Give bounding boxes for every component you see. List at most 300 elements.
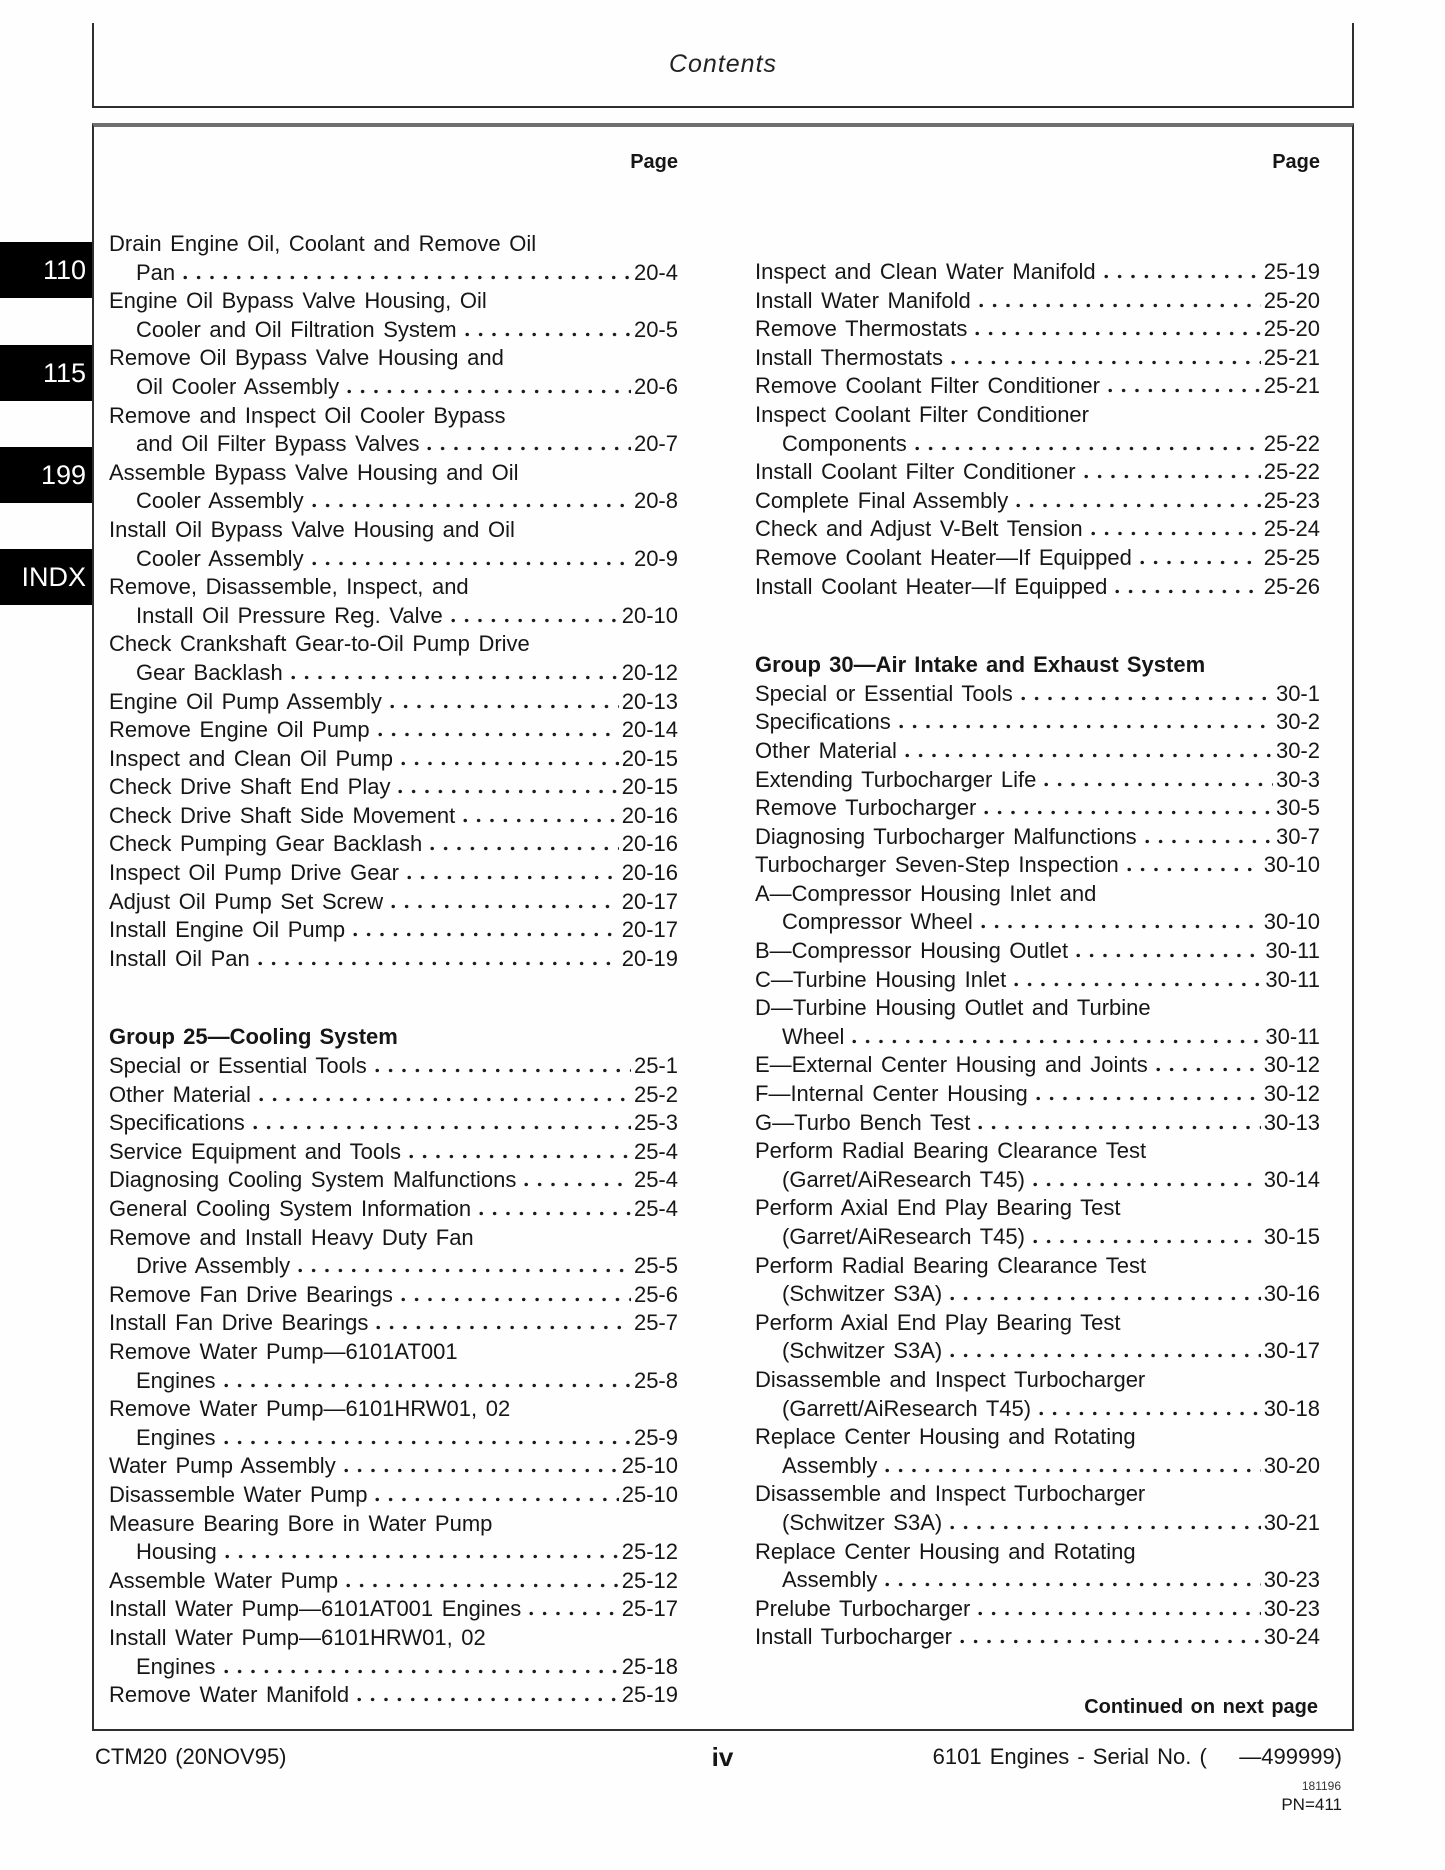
toc-item bbox=[755, 344, 1320, 373]
toc-entry-text: Install Engine Oil Pump bbox=[109, 917, 346, 943]
toc-line bbox=[755, 1423, 1320, 1452]
footer-manual-code: CTM20 (20NOV95) bbox=[95, 1744, 287, 1769]
toc-line bbox=[755, 823, 1320, 852]
page-number: 25-12 bbox=[621, 1567, 678, 1593]
dot-leader bbox=[1108, 384, 1261, 393]
toc-line bbox=[755, 344, 1320, 373]
toc-item bbox=[755, 1595, 1320, 1624]
page-number: 20-8 bbox=[633, 488, 678, 514]
toc-entry-text: Inspect and Clean Oil Pump bbox=[109, 745, 393, 771]
dot-leader bbox=[357, 1693, 619, 1702]
toc-entry-text: Service Equipment and Tools bbox=[109, 1138, 402, 1164]
page-number: 30-21 bbox=[1263, 1509, 1320, 1535]
toc-entry-text: Remove and Inspect Oil Cooler Bypass bbox=[109, 402, 506, 428]
toc-line bbox=[755, 708, 1320, 737]
page-number: 25-22 bbox=[1263, 459, 1320, 485]
dot-leader bbox=[1036, 1092, 1261, 1101]
toc-line bbox=[109, 1109, 678, 1138]
toc-line bbox=[109, 287, 678, 316]
page-number: 25-9 bbox=[633, 1424, 678, 1450]
page-number: 30-23 bbox=[1263, 1567, 1320, 1593]
toc-line bbox=[755, 680, 1320, 709]
toc-item bbox=[109, 1309, 678, 1338]
toc-item bbox=[755, 1080, 1320, 1109]
dot-leader bbox=[291, 671, 619, 680]
toc-item bbox=[755, 851, 1320, 880]
dot-leader bbox=[950, 1521, 1261, 1530]
page-column-header-left: Page bbox=[630, 151, 678, 173]
page-number: 20-4 bbox=[633, 259, 678, 285]
page-number: 30-23 bbox=[1263, 1595, 1320, 1621]
continued-note: Continued on next page bbox=[1084, 1696, 1318, 1718]
dot-leader bbox=[378, 728, 619, 737]
toc-item bbox=[755, 794, 1320, 823]
toc-item bbox=[755, 458, 1320, 487]
toc-line bbox=[109, 830, 678, 859]
edge-tab-115: 115 bbox=[0, 345, 93, 401]
toc-entry-text: Engine Oil Bypass Valve Housing, Oil bbox=[109, 288, 487, 314]
dot-leader bbox=[451, 614, 619, 623]
edge-tab-199: 199 bbox=[0, 447, 93, 503]
toc-item bbox=[109, 1109, 678, 1138]
toc-line bbox=[755, 573, 1320, 602]
page-number: 20-16 bbox=[621, 831, 678, 857]
toc-item bbox=[755, 737, 1320, 766]
dot-leader bbox=[253, 1121, 631, 1130]
page-number: 25-19 bbox=[621, 1682, 678, 1708]
toc-entry-text: Perform Radial Bearing Clearance Test bbox=[755, 1252, 1147, 1278]
toc-item bbox=[109, 859, 678, 888]
toc-item bbox=[755, 544, 1320, 573]
toc-item bbox=[109, 1481, 678, 1510]
toc-entry-text: Diagnosing Turbocharger Malfunctions bbox=[755, 823, 1137, 849]
toc-line bbox=[755, 1337, 1320, 1366]
toc-item bbox=[755, 1109, 1320, 1138]
page-number: 20-16 bbox=[621, 860, 678, 886]
toc-entry-text: Check Drive Shaft End Play bbox=[109, 774, 391, 800]
toc-item bbox=[755, 1252, 1320, 1309]
page-number: 30-10 bbox=[1263, 909, 1320, 935]
toc-line bbox=[109, 259, 678, 288]
toc-line bbox=[109, 1481, 678, 1510]
page-number: 25-5 bbox=[633, 1253, 678, 1279]
page-number: 20-5 bbox=[633, 316, 678, 342]
dot-leader bbox=[524, 1178, 631, 1187]
dot-leader bbox=[885, 1578, 1260, 1587]
dot-leader bbox=[1014, 978, 1262, 987]
toc-line bbox=[109, 773, 678, 802]
toc-entry-text: Install Oil Pressure Reg. Valve bbox=[136, 602, 443, 628]
dot-leader bbox=[298, 1264, 631, 1273]
dot-leader bbox=[344, 1464, 619, 1473]
toc-entry-text: (Garret/AiResearch T45) bbox=[782, 1166, 1025, 1192]
dot-leader bbox=[391, 900, 619, 909]
dot-leader bbox=[376, 1321, 631, 1330]
dot-leader bbox=[401, 757, 619, 766]
dot-leader bbox=[465, 328, 631, 337]
page-number: 25-25 bbox=[1263, 544, 1320, 570]
toc-line bbox=[755, 372, 1320, 401]
toc-item bbox=[109, 516, 678, 573]
toc-entry-text: Drain Engine Oil, Coolant and Remove Oil bbox=[109, 231, 537, 256]
toc-line bbox=[109, 402, 678, 431]
toc-entry-text: Diagnosing Cooling System Malfunctions bbox=[109, 1167, 517, 1193]
toc-item bbox=[109, 459, 678, 516]
toc-line bbox=[755, 1194, 1320, 1223]
toc-item bbox=[755, 401, 1320, 458]
dot-leader bbox=[1140, 556, 1261, 565]
toc-entry-text: Disassemble and Inspect Turbocharger bbox=[755, 1481, 1146, 1507]
toc-line bbox=[109, 545, 678, 574]
toc-entry-text: Adjust Oil Pump Set Screw bbox=[109, 888, 384, 914]
page-number: 30-10 bbox=[1263, 852, 1320, 878]
page-number: 30-16 bbox=[1263, 1281, 1320, 1307]
footer-serial-range: 6101 Engines - Serial No. ( —499999) bbox=[932, 1744, 1342, 1769]
page-number: 25-26 bbox=[1263, 573, 1320, 599]
toc-item bbox=[109, 1567, 678, 1596]
dot-leader bbox=[1115, 585, 1260, 594]
page-number: 25-7 bbox=[633, 1310, 678, 1336]
page-number: 20-13 bbox=[621, 688, 678, 714]
dot-leader bbox=[905, 749, 1273, 758]
toc-item bbox=[109, 1452, 678, 1481]
page-number: 25-2 bbox=[633, 1081, 678, 1107]
page-number: 25-10 bbox=[621, 1453, 678, 1479]
toc-entry-text: Install Fan Drive Bearings bbox=[109, 1310, 369, 1336]
toc-item bbox=[755, 372, 1320, 401]
toc-item bbox=[109, 344, 678, 401]
toc-line bbox=[755, 1566, 1320, 1595]
toc-entry-text: Engine Oil Pump Assembly bbox=[109, 688, 382, 714]
toc-box bbox=[92, 123, 1354, 1731]
toc-item bbox=[755, 487, 1320, 516]
toc-line bbox=[755, 1452, 1320, 1481]
toc-entry-text: Remove Engine Oil Pump bbox=[109, 717, 370, 743]
toc-line bbox=[755, 458, 1320, 487]
toc-entry-text: Remove Water Pump—6101AT001 bbox=[109, 1338, 458, 1364]
toc-entry-text: Gear Backlash bbox=[136, 659, 283, 685]
page-number: 30-12 bbox=[1263, 1052, 1320, 1078]
toc-item bbox=[109, 1281, 678, 1310]
toc-item bbox=[755, 823, 1320, 852]
toc-item bbox=[109, 1052, 678, 1081]
footer-print-number: 181196 bbox=[1301, 1779, 1341, 1793]
page-number: 20-6 bbox=[633, 373, 678, 399]
toc-line bbox=[755, 737, 1320, 766]
toc-entry-text: Remove Water Pump—6101HRW01, 02 bbox=[109, 1396, 511, 1422]
toc-entry-text: Install Oil Bypass Valve Housing and Oil bbox=[109, 516, 515, 542]
page-number: 30-18 bbox=[1263, 1395, 1320, 1421]
toc-line bbox=[755, 1480, 1320, 1509]
dot-leader bbox=[1104, 270, 1261, 279]
toc-entry-text: Replace Center Housing and Rotating bbox=[755, 1538, 1136, 1564]
dot-leader bbox=[960, 1635, 1261, 1644]
toc-entry-text: Remove Coolant Heater—If Equipped bbox=[755, 544, 1132, 570]
page-number: 25-21 bbox=[1263, 373, 1320, 399]
toc-line bbox=[109, 487, 678, 516]
page-number: 25-18 bbox=[621, 1653, 678, 1679]
edge-tab-indx: INDX bbox=[0, 549, 93, 605]
dot-leader bbox=[852, 1035, 1262, 1044]
page-number: 30-5 bbox=[1275, 795, 1320, 821]
toc-entry-text: Specifications bbox=[109, 1110, 245, 1136]
dot-leader bbox=[978, 1121, 1260, 1130]
dot-leader bbox=[479, 1207, 631, 1216]
toc-line bbox=[755, 1280, 1320, 1309]
dot-leader bbox=[984, 806, 1273, 815]
toc-line bbox=[755, 1309, 1320, 1338]
dot-leader bbox=[1091, 527, 1261, 536]
toc-line bbox=[109, 430, 678, 459]
toc-entry-text: Install Water Pump—6101AT001 Engines bbox=[109, 1596, 522, 1622]
toc-item bbox=[755, 315, 1320, 344]
toc-line bbox=[109, 945, 678, 974]
page-number: 25-17 bbox=[621, 1596, 678, 1622]
toc-line bbox=[109, 1510, 678, 1539]
toc-entry-text: Install Water Pump—6101HRW01, 02 bbox=[109, 1624, 486, 1650]
dot-leader bbox=[224, 1665, 619, 1674]
dot-leader bbox=[915, 442, 1261, 451]
dot-leader bbox=[427, 442, 630, 451]
toc-item bbox=[755, 287, 1320, 316]
dot-leader bbox=[401, 1293, 631, 1302]
toc-entry-text: Inspect Coolant Filter Conditioner bbox=[755, 401, 1089, 427]
toc-entries-left bbox=[109, 230, 678, 1710]
toc-item bbox=[109, 573, 678, 630]
toc-line bbox=[109, 1681, 678, 1710]
dot-leader bbox=[224, 1379, 631, 1388]
toc-line bbox=[755, 315, 1320, 344]
toc-line bbox=[755, 1395, 1320, 1424]
toc-item bbox=[109, 287, 678, 344]
toc-line bbox=[755, 937, 1320, 966]
toc-entry-text: D—Turbine Housing Outlet and Turbine bbox=[755, 995, 1151, 1021]
page-number: 20-15 bbox=[621, 745, 678, 771]
toc-line bbox=[109, 1367, 678, 1396]
dot-leader bbox=[390, 700, 619, 709]
toc-line bbox=[755, 1023, 1320, 1052]
toc-entry-text: Assembly bbox=[782, 1567, 878, 1593]
toc-entry-text: Remove and Install Heavy Duty Fan bbox=[109, 1224, 474, 1250]
toc-item bbox=[755, 766, 1320, 795]
page-number: 30-11 bbox=[1265, 966, 1320, 992]
toc-item bbox=[109, 1138, 678, 1167]
toc-item bbox=[755, 966, 1320, 995]
dot-leader bbox=[950, 1292, 1261, 1301]
page-number: 20-19 bbox=[621, 945, 678, 971]
dot-leader bbox=[346, 1579, 619, 1588]
page-column-header-right: Page bbox=[1272, 151, 1320, 173]
toc-line bbox=[109, 1052, 678, 1081]
footer-pn: PN=411 bbox=[1281, 1795, 1342, 1814]
toc-line bbox=[755, 766, 1320, 795]
dot-leader bbox=[1156, 1063, 1261, 1072]
toc-entry-text: Remove Turbocharger bbox=[755, 795, 977, 821]
toc-line bbox=[755, 880, 1320, 909]
toc-line bbox=[755, 515, 1320, 544]
toc-entry-text: Assemble Bypass Valve Housing and Oil bbox=[109, 459, 519, 485]
dot-leader bbox=[1145, 835, 1273, 844]
toc-item bbox=[109, 1510, 678, 1567]
toc-item bbox=[755, 880, 1320, 937]
group-heading: Group 25—Cooling System bbox=[109, 1024, 398, 1050]
toc-entry-text: Remove Water Manifold bbox=[109, 1682, 350, 1708]
toc-entry-text: Check Crankshaft Gear-to-Oil Pump Drive bbox=[109, 631, 530, 657]
dot-leader bbox=[978, 1607, 1260, 1616]
page-number: 25-19 bbox=[1263, 259, 1320, 284]
toc-entry-text: Special or Essential Tools bbox=[109, 1053, 367, 1079]
dot-leader bbox=[1033, 1178, 1261, 1187]
toc-item bbox=[109, 1595, 678, 1624]
dot-leader bbox=[1127, 863, 1261, 872]
dot-leader bbox=[1033, 1235, 1261, 1244]
toc-line bbox=[109, 1567, 678, 1596]
toc-item bbox=[109, 1224, 678, 1281]
dot-leader bbox=[979, 299, 1261, 308]
toc-line bbox=[109, 716, 678, 745]
toc-line bbox=[755, 1223, 1320, 1252]
toc-entry-text: Remove Coolant Filter Conditioner bbox=[755, 373, 1100, 399]
toc-entry-text: Remove, Disassemble, Inspect, and bbox=[109, 574, 469, 600]
toc-line bbox=[755, 287, 1320, 316]
toc-item bbox=[109, 402, 678, 459]
page-number: 30-17 bbox=[1263, 1338, 1320, 1364]
toc-entry-text: Install Coolant Heater—If Equipped bbox=[755, 573, 1108, 599]
toc-line bbox=[109, 1395, 678, 1424]
toc-item bbox=[109, 1081, 678, 1110]
toc-entry-text: Wheel bbox=[782, 1023, 845, 1049]
toc-line bbox=[109, 1653, 678, 1682]
toc-entry-text: Perform Radial Bearing Clearance Test bbox=[755, 1138, 1147, 1164]
toc-line bbox=[109, 344, 678, 373]
toc-line bbox=[109, 1138, 678, 1167]
toc-entry-text: Compressor Wheel bbox=[782, 909, 973, 935]
page-number: 25-3 bbox=[633, 1110, 678, 1136]
toc-line bbox=[755, 1166, 1320, 1195]
dot-leader bbox=[312, 499, 631, 508]
toc-line bbox=[109, 1081, 678, 1110]
toc-item bbox=[109, 916, 678, 945]
toc-line bbox=[109, 888, 678, 917]
toc-entry-text: Install Water Manifold bbox=[755, 287, 971, 313]
dot-leader bbox=[407, 871, 619, 880]
toc-item bbox=[755, 1309, 1320, 1366]
dot-leader bbox=[950, 1349, 1261, 1358]
page-number: 20-10 bbox=[621, 602, 678, 628]
toc-item bbox=[109, 830, 678, 859]
toc-entry-text: Special or Essential Tools bbox=[755, 680, 1013, 706]
page-number: 30-7 bbox=[1275, 823, 1320, 849]
toc-entry-text: Oil Cooler Assembly bbox=[136, 373, 340, 399]
page-number: 25-23 bbox=[1263, 487, 1320, 513]
toc-entry-text: Install Thermostats bbox=[755, 344, 943, 370]
page-number: 30-11 bbox=[1265, 1023, 1320, 1049]
toc-item bbox=[109, 630, 678, 687]
toc-item bbox=[755, 573, 1320, 602]
toc-item bbox=[109, 745, 678, 774]
toc-entry-text: Install Turbocharger bbox=[755, 1624, 952, 1650]
toc-entry-text: C—Turbine Housing Inlet bbox=[755, 966, 1007, 992]
toc-entry-text: Components bbox=[782, 430, 907, 456]
toc-item bbox=[109, 945, 678, 974]
toc-entry-text: Drive Assembly bbox=[136, 1253, 291, 1279]
page-number: 25-20 bbox=[1263, 316, 1320, 342]
toc-entries-right bbox=[755, 258, 1320, 1652]
toc-line bbox=[109, 230, 678, 259]
toc-line bbox=[755, 1252, 1320, 1281]
toc-item bbox=[109, 1195, 678, 1224]
toc-line bbox=[109, 1452, 678, 1481]
toc-entry-text: and Oil Filter Bypass Valves bbox=[136, 431, 420, 457]
page-number: 25-4 bbox=[633, 1196, 678, 1221]
toc-entry-text: Turbocharger Seven-Step Inspection bbox=[755, 852, 1119, 878]
toc-entry-text: Extending Turbocharger Life bbox=[755, 766, 1037, 792]
dot-leader bbox=[398, 785, 618, 794]
toc-item bbox=[109, 688, 678, 717]
toc-line bbox=[755, 1137, 1320, 1166]
toc-line bbox=[755, 851, 1320, 880]
toc-entry-text: Check Pumping Gear Backlash bbox=[109, 831, 423, 857]
toc-item bbox=[109, 1338, 678, 1395]
toc-line bbox=[755, 487, 1320, 516]
toc-item bbox=[755, 937, 1320, 966]
toc-line bbox=[109, 688, 678, 717]
toc-line bbox=[755, 430, 1320, 459]
page-number: 30-20 bbox=[1263, 1452, 1320, 1478]
toc-entry-text: Complete Final Assembly bbox=[755, 487, 1009, 513]
toc-item bbox=[755, 708, 1320, 737]
toc-line bbox=[755, 258, 1320, 287]
toc-line bbox=[109, 1224, 678, 1253]
toc-line bbox=[109, 1538, 678, 1567]
toc-entry-text: (Garret/AiResearch T45) bbox=[782, 1224, 1025, 1249]
page-title: Contents bbox=[668, 50, 778, 78]
page-number: 30-24 bbox=[1263, 1624, 1320, 1650]
toc-entry-text: (Schwitzer S3A) bbox=[782, 1281, 943, 1307]
toc-line bbox=[755, 1109, 1320, 1138]
page-number: 20-12 bbox=[621, 659, 678, 685]
toc-item bbox=[755, 1051, 1320, 1080]
page-number: 20-17 bbox=[621, 888, 678, 914]
toc-entry-text: Assemble Water Pump bbox=[109, 1567, 339, 1593]
page-number: 20-7 bbox=[633, 431, 678, 457]
page-number: 25-10 bbox=[621, 1481, 678, 1507]
toc-entry-text: Check Drive Shaft Side Movement bbox=[109, 802, 456, 828]
toc-line bbox=[109, 573, 678, 602]
dot-leader bbox=[1044, 778, 1273, 787]
toc-line bbox=[109, 373, 678, 402]
toc-item bbox=[109, 230, 678, 287]
toc-entry-text: Cooler Assembly bbox=[136, 545, 304, 571]
toc-entry-text: (Schwitzer S3A) bbox=[782, 1509, 943, 1535]
dot-leader bbox=[1076, 949, 1262, 958]
dot-leader bbox=[981, 920, 1261, 929]
toc-line bbox=[109, 859, 678, 888]
toc-item bbox=[109, 802, 678, 831]
toc-item bbox=[755, 1480, 1320, 1537]
toc-item bbox=[109, 716, 678, 745]
toc-entry-text: Inspect and Clean Water Manifold bbox=[755, 259, 1096, 284]
toc-line bbox=[755, 401, 1320, 430]
dot-leader bbox=[975, 327, 1260, 336]
toc-entry-text: Cooler and Oil Filtration System bbox=[136, 316, 457, 342]
toc-line bbox=[755, 544, 1320, 573]
page-number: 25-6 bbox=[633, 1281, 678, 1307]
toc-item bbox=[755, 1137, 1320, 1194]
toc-item bbox=[109, 1395, 678, 1452]
dot-leader bbox=[409, 1150, 631, 1159]
toc-entry-text: F—Internal Center Housing bbox=[755, 1081, 1028, 1107]
